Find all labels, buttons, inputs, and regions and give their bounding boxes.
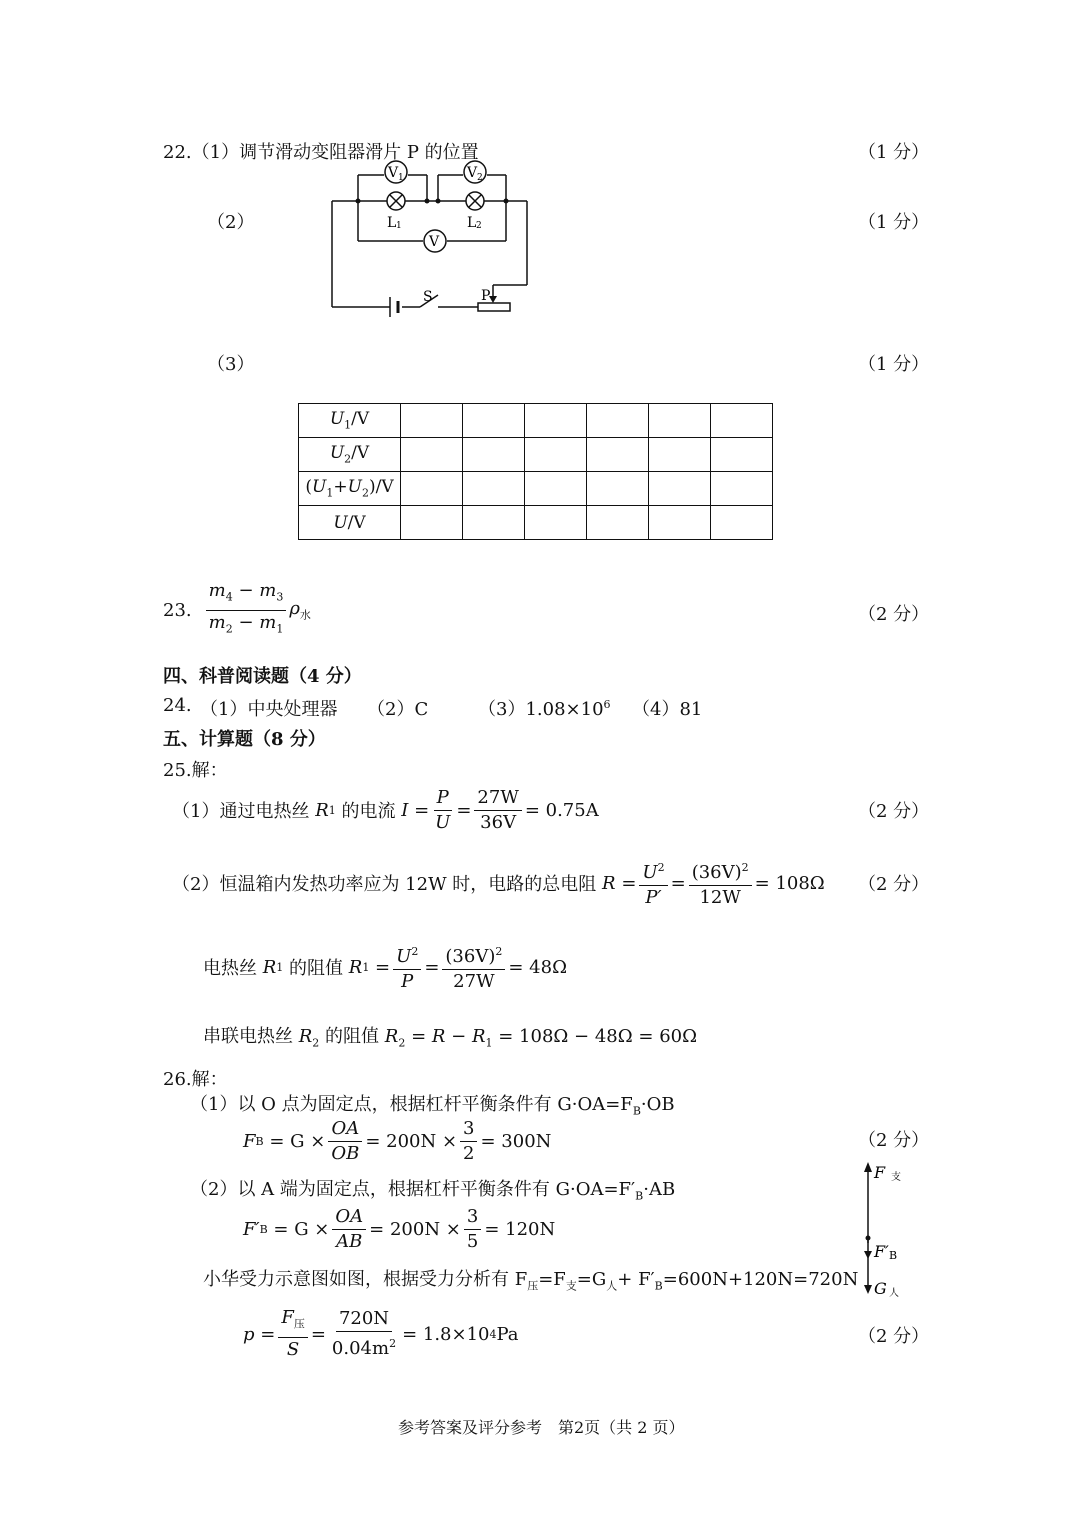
q26-formula2: F′ B = G × $\frac{OA}{AB}$ = 200N × $\frac{3}{5}$ = 120N [243,1205,556,1252]
force-label-f-zhi: F [874,1163,886,1182]
q23-denominator: $m_2 - m_1$ [208,611,284,636]
circuit-label-v1-sub: 1 [398,173,404,183]
section5-title: 五、计算题（8 分） [163,729,326,750]
q23-rho: $\rho_水$ [289,597,311,622]
table-row-header: $U_2/V$ [299,438,401,472]
q25-heading [163,756,228,782]
q25-line2: （2）恒温箱内发热功率应为 12W 时，电路的总电阻 R = $\frac{U^2}{P'}$ = $\frac{(36V)^2}{12W}$ = 108Ω [172,857,825,909]
q23-fraction [206,581,287,639]
q25-frac-u2p: $\frac{U^2}{P'}$ [639,858,667,908]
page-footer: 参考答案及评分参考 第2页（共 2 页） [398,1418,685,1437]
q26-part1: （1）以 O 点为固定点，根据杠杆平衡条件有 $G\cdot OA=F_B\cdot OB$ [190,1094,675,1118]
q25-line2-score: （2 分） [858,874,930,895]
force-label-f-b: F′ [874,1242,889,1261]
q22-part1-score: （1 分） [858,142,930,163]
q25-frac-36v-12w: $\frac{(36V)^2}{12W}$ [689,858,752,908]
q23-numerator: $m_4 - m_3$ [206,581,287,611]
q22-number: 22. [163,142,192,163]
circuit-label-l2: L [467,215,477,231]
q24-answer2: （2）C [367,699,429,720]
q24-answer4: （4）81 [632,699,703,720]
q25-jie: 解： [191,760,228,781]
q25-line1-score: （2 分） [858,801,930,822]
force-diagram [858,1158,918,1298]
table-row-header: $(U_1+U_2)/V$ [299,472,401,506]
q25-line3: 电热丝 R 1 的阻值 R 1 = $\frac{U^2}{P}$ = $\frac{(36V)^2}{27W}$ = 48Ω [203,941,567,993]
q25-line1: （1）通过电热丝 R 1 的电流 I = $\frac{P}{U}$ = $\frac{27W}{36V}$ = 0.75A [172,786,599,833]
q26-frac-oa-ab: $\frac{OA}{AB}$ [332,1207,366,1252]
force-label-g-sub: 人 [889,1288,899,1299]
circuit-label-p: P [481,288,491,304]
table-row-header: $U_1/V$ [299,404,401,438]
circuit-label-v: V [429,234,440,250]
table-row [299,404,773,438]
q25-line4: 串联电热丝 $R_2$ 的阻值 $R_2 = R - R_1 = 108\Omega - 48\Omega = 60\Omega$ [203,1026,698,1050]
section4-title: 四、科普阅读题（4 分） [163,666,362,687]
q25-frac-pu: $\frac{P}{U}$ [435,786,451,833]
circuit-label-s: S [423,289,433,305]
q26-frac-oa-ob: $\frac{OA}{OB}$ [328,1119,362,1164]
force-label-f-zhi-sub: 支 [891,1172,901,1183]
q26-frac-f-s: $\frac{F_压}{S}$ [278,1308,308,1360]
force-label-g: G [874,1279,887,1298]
q24-answer3: $(3)1.08\times 10^6$ [478,698,611,720]
q26-heading [163,1065,228,1091]
data-table [298,403,773,540]
table-row [299,438,773,472]
q22-part3-score: （1 分） [858,354,930,375]
q23-line [163,579,311,636]
q26-jie: 解： [191,1069,228,1090]
q26-pressure-formula: p = $\frac{F_压}{S}$ = $\frac{720N}{0.04m^2}$ = 1.8×10 4 Pa [243,1307,519,1360]
q26-number: 26. [163,1069,192,1090]
table-row [299,472,773,506]
q22-part2: （2） [207,212,255,233]
q26-frac-720-004: $\frac{720N}{0.04m^2}$ [331,1308,397,1359]
q25-number: 25. [163,760,192,781]
circuit-label-l2-sub: 2 [476,221,482,231]
q24-answer1: （1）中央处理器 [200,699,338,720]
q26-formula1-score: （2 分） [858,1130,930,1151]
q22-part1: （1）调节滑动变阻器滑片 P 的位置 [191,142,479,163]
q22-part3: （3） [207,354,255,375]
q24-number: 24. [163,695,192,716]
q26-frac-3-2: $\frac{3}{2}$ [460,1119,477,1164]
q26-pressure-score: （2 分） [858,1326,930,1347]
q26-formula1: F B = G × $\frac{OA}{OB}$ = 200N × $\frac{3}{2}$ = 300N [243,1117,552,1164]
circuit-diagram [320,155,540,325]
q25-frac-values: $\frac{27W}{36V}$ [474,788,521,833]
q25-frac-36v-27w: $\frac{(36V)^2}{27W}$ [442,942,505,992]
force-label-f-b-sub: B [889,1249,898,1262]
q22-part2-score: （1 分） [858,212,930,233]
circuit-label-v2-sub: 2 [477,173,483,183]
table-row [299,506,773,540]
q23-number: 23. [163,599,192,621]
circuit-label-v1: V [388,165,399,181]
q26-part2: （2）以 A 端为固定点，根据杠杆平衡条件有 $G\cdot OA=F'_B\cdot AB$ [190,1179,676,1203]
circuit-label-l1-sub: 1 [396,221,402,231]
q26-part3: 小华受力示意图如图，根据受力分析有 $F_压=F_支=G_人+ F'_B=600N+120N=720N$ [203,1269,859,1293]
q25-frac-u2p-b: $\frac{U^2}{P}$ [393,942,421,992]
circuit-label-l1: L [387,215,397,231]
table-row-header: U/V [299,506,401,540]
q23-score: （2 分） [858,604,930,625]
circuit-label-v2: V [467,165,478,181]
q26-frac-3-5: $\frac{3}{5}$ [464,1207,481,1252]
